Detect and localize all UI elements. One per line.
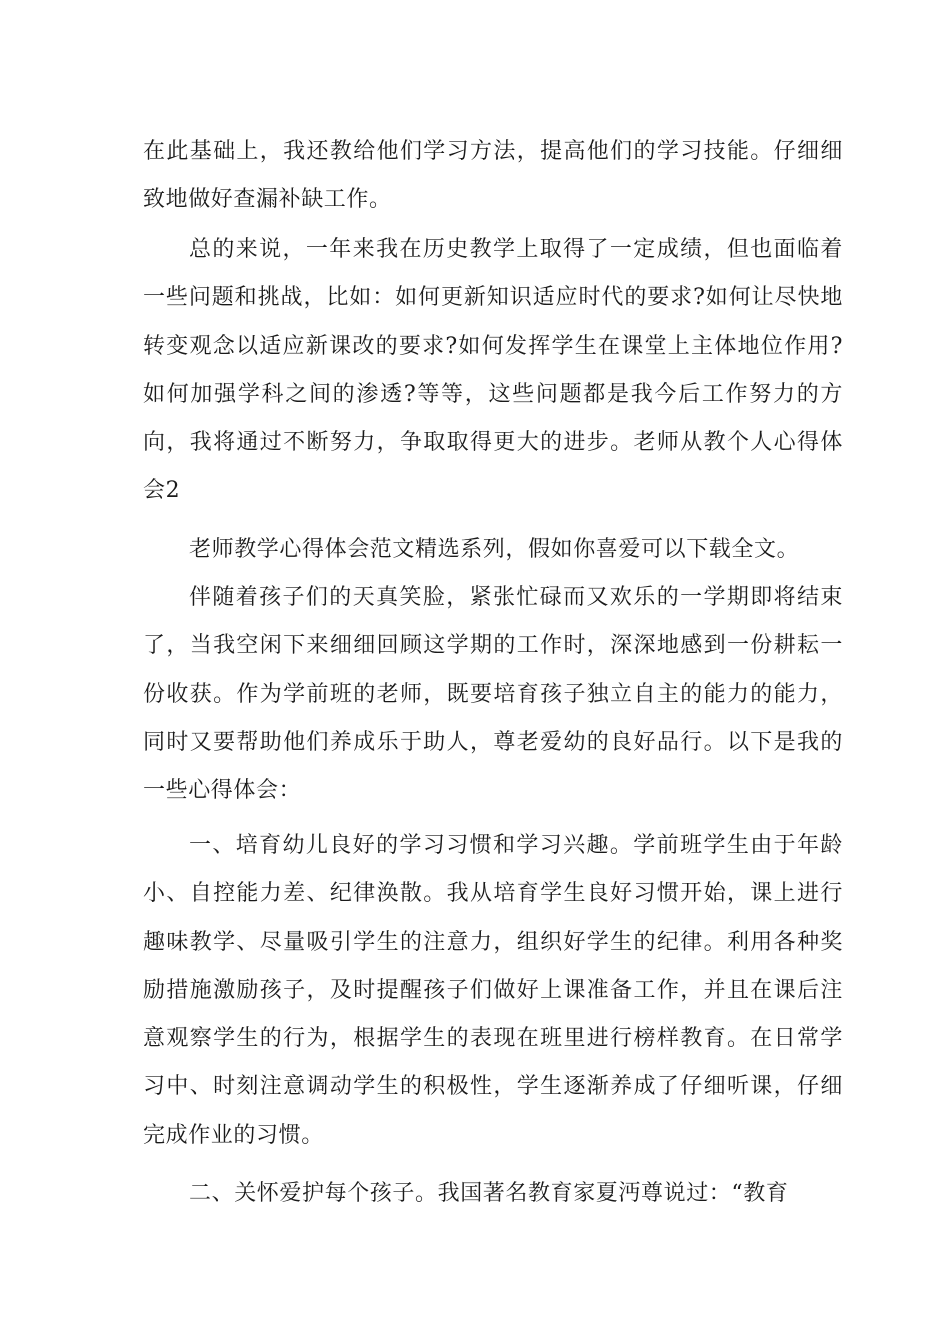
paragraph-study-methods: 在此基础上，我还教给他们学习方法，提高他们的学习技能。仔细细致地做好查漏补缺工作。 — [143, 139, 843, 213]
paragraph-series-note: 老师教学心得体会范文精选系列，假如你喜爱可以下载全文。 — [189, 537, 800, 562]
paragraph-semester-review: 伴随着孩子们的天真笑脸，紧张忙碌而又欢乐的一学期即将结束了，当我空闲下来细细回顾这学期的工作时，深深地感到一份耕耘一份收获。作为学前班的老师，既要培育孩子独立自主的能力的能力，同时又要帮助他们养成乐于助人，尊老爱幼的良好品行。以下是我的一些心得体会： — [143, 585, 843, 804]
paragraph-point-two: 二、关怀爱护每个孩子。我国著名教育家夏沔尊说过：“教育 — [189, 1181, 789, 1206]
paragraph-summary: 总的来说，一年来我在历史教学上取得了一定成绩，但也面临着一些问题和挑战，比如：如何更新知识适应时代的要求?如何让尽快地转变观念以适应新课改的要求?如何发挥学生在课堂上主体地位作用?如何加强学科之间的渗透?等等，这些问题都是我今后工作努力的方向，我将通过不断努力，争取取得更大的进步。老师从教个人心得体会2 — [143, 237, 843, 504]
paragraph-point-one: 一、培育幼儿良好的学习习惯和学习兴趣。学前班学生由于年龄小、自控能力差、纪律涣散。我从培育学生良好习惯开始，课上进行趣味教学、尽量吸引学生的注意力，组织好学生的纪律。利用各种奖励措施激励孩子，及时提醒孩子们做好上课准备工作，并且在课后注意观察学生的行为，根据学生的表现在班里进行榜样教育。在日常学习中、时刻注意调动学生的积极性，学生逐渐养成了仔细听课，仔细完成作业的习惯。 — [143, 833, 843, 1148]
